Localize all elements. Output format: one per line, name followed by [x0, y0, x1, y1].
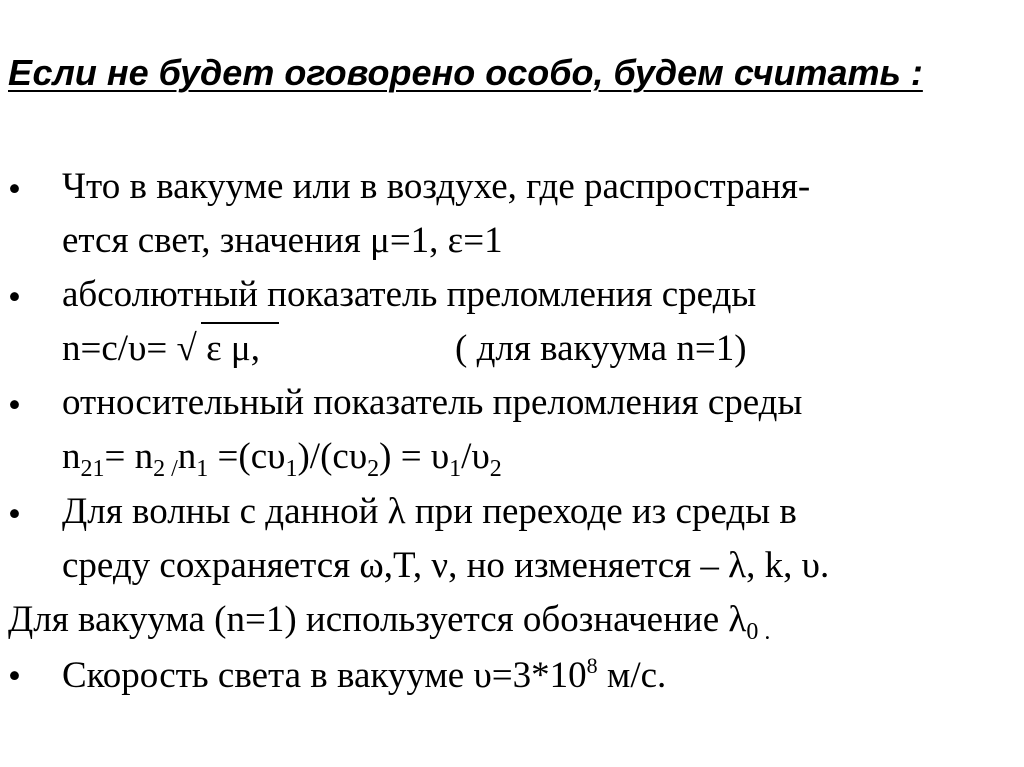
bullet-5: •: [8, 656, 21, 697]
bullet-4: •: [8, 494, 21, 535]
item-1-line-2: ется свет, значения μ=1, ε=1: [62, 220, 503, 261]
item-4-line-2: среду сохраняется ω,T, ν, но изменяется – λ, k, υ.: [62, 545, 830, 586]
sqrt-expression: √ ε μ,: [177, 328, 260, 369]
item-2-line-1: абсолютный показатель преломления среды: [62, 274, 757, 315]
bullet-3: •: [8, 385, 21, 426]
slide-title: Если не будет оговорено особо, будем считать :: [8, 52, 923, 93]
vacuum-index-note: ( для вакуума n=1): [455, 328, 747, 369]
item-1-line-1: Что в вакууме или в воздухе, где распространя-: [62, 166, 811, 207]
speed-of-light: Скорость света в вакууме $\upsilon=3*10^8$ м/с.: [62, 653, 667, 696]
refractive-index-formula: n=c/υ=: [62, 328, 177, 369]
bullet-1: •: [8, 169, 21, 210]
sqrt-overbar: [201, 322, 279, 324]
bullet-2: •: [8, 277, 21, 318]
item-3-line-1: относительный показатель преломления среды: [62, 382, 803, 423]
item-2-formula: [62, 330, 260, 367]
vacuum-wavelength-note: Для вакуума (n=1) используется обозначение $\lambda_{0 .}$: [8, 599, 771, 645]
relative-index-formula: $n_{21}= n_{2 /}n_1 =(c\upsilon_1)/(c\upsilon_2) = \upsilon_1/\upsilon_2$: [62, 436, 502, 482]
item-4-line-1: Для волны с данной λ при переходе из среды в: [62, 491, 797, 532]
